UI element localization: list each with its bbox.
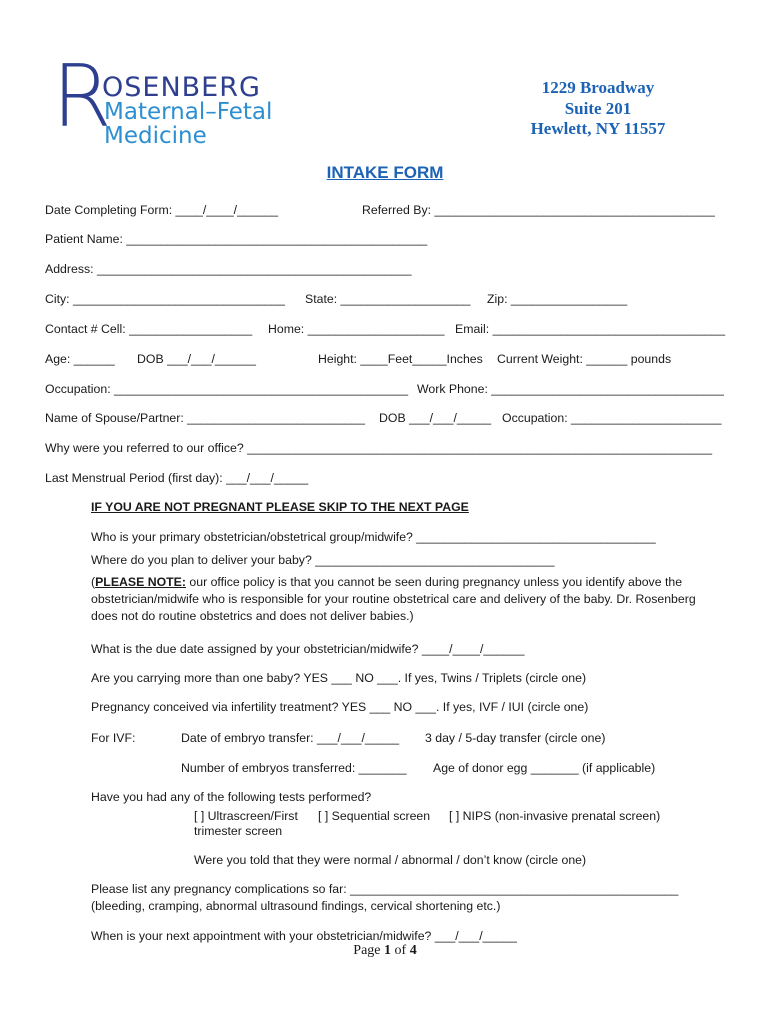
height-field[interactable]: Height: ____Feet_____Inches <box>318 352 483 366</box>
cell-phone-field[interactable]: Contact # Cell: __________________ <box>45 322 253 336</box>
embryos-transferred-field[interactable]: Number of embryos transferred: _______ <box>181 761 407 775</box>
sequential-checkbox[interactable]: [ ] Sequential screen <box>318 809 431 823</box>
spouse-dob-field[interactable]: DOB ___/___/_____ <box>379 411 492 425</box>
logo-line-3: Medicine <box>104 123 207 149</box>
occupation-field[interactable]: Occupation: ___________________________________________ <box>45 382 409 396</box>
delivery-location-field[interactable]: Where do you plan to deliver your baby? ___________________________________ <box>91 553 555 567</box>
state-field[interactable]: State: ___________________ <box>305 292 471 306</box>
donor-egg-age-field[interactable]: Age of donor egg _______ (if applicable) <box>433 761 656 775</box>
policy-note-line-3: does not do routine obstetrics and does not deliver babies.) <box>91 609 414 623</box>
ultrascreen-checkbox[interactable]: [ ] Ultrascreen/First <box>194 809 298 823</box>
address-city: Hewlett, NY 11557 <box>530 119 666 138</box>
page-number: Page 1 of 4 <box>353 943 417 958</box>
form-title: INTAKE FORM <box>326 163 444 182</box>
multiples-field[interactable]: Are you carrying more than one baby? YES ___ NO ___. If yes, Twins / Triplets (circle one) <box>91 671 587 685</box>
referred-by-field[interactable]: Referred By: _________________________________________ <box>362 203 715 217</box>
city-field[interactable]: City: _______________________________ <box>45 292 286 306</box>
embryo-transfer-date-field[interactable]: Date of embryo transfer: ___/___/_____ <box>181 731 400 745</box>
complications-field[interactable]: Please list any pregnancy complications so far: ________________________________________________ <box>91 882 679 896</box>
next-appointment-field[interactable]: When is your next appointment with your obstetrician/midwife? ___/___/_____ <box>91 929 517 943</box>
transfer-day-field[interactable]: 3 day / 5-day transfer (circle one) <box>425 731 606 745</box>
address-field[interactable]: Address: ______________________________________________ <box>45 262 412 276</box>
infertility-field[interactable]: Pregnancy conceived via infertility treatment? YES ___ NO ___. If yes, IVF / IUI (circle one) <box>91 700 589 714</box>
logo-line-2: Maternal–Fetal <box>104 99 273 125</box>
referral-reason-field[interactable]: Why were you referred to our office? ____________________________________________________________________ <box>45 441 713 455</box>
practice-logo <box>52 47 312 150</box>
address-suite: Suite 201 <box>564 98 632 118</box>
tests-result-field[interactable]: Were you told that they were normal / abnormal / don’t know (circle one) <box>194 853 587 867</box>
policy-note-line-1: (PLEASE NOTE: our office policy is that you cannot be seen during pregnancy unless you identify above the <box>91 575 683 589</box>
logo-line-1: OSENBERG <box>102 72 261 103</box>
weight-field[interactable]: Current Weight: ______ pounds <box>497 352 672 366</box>
policy-note-label: PLEASE NOTE: <box>95 575 186 589</box>
complications-hint: (bleeding, cramping, abnormal ultrasound findings, cervical shortening etc.) <box>91 899 501 913</box>
ivf-label: For IVF: <box>91 731 136 745</box>
zip-field[interactable]: Zip: _________________ <box>487 292 628 306</box>
ultrascreen-checkbox-label-2: trimester screen <box>194 824 283 838</box>
spouse-occupation-field[interactable]: Occupation: ______________________ <box>502 411 722 425</box>
logo-letter: R <box>52 47 112 147</box>
patient-name-field[interactable]: Patient Name: ____________________________________________ <box>45 232 428 246</box>
home-phone-field[interactable]: Home: ____________________ <box>268 322 445 336</box>
spouse-name-field[interactable]: Name of Spouse/Partner: __________________________ <box>45 411 365 425</box>
tests-question: Have you had any of the following tests performed? <box>91 790 372 804</box>
address-street: 1229 Broadway <box>541 78 655 97</box>
primary-ob-field[interactable]: Who is your primary obstetrician/obstetrical group/midwife? ___________________________________ <box>91 530 656 544</box>
due-date-field[interactable]: What is the due date assigned by your obstetrician/midwife? ____/____/______ <box>91 642 525 656</box>
nips-checkbox[interactable]: [ ] NIPS (non-invasive prenatal screen) <box>449 809 661 823</box>
lmp-field[interactable]: Last Menstrual Period (first day): ___/___/_____ <box>45 471 309 485</box>
policy-note-line-2: obstetrician/midwife who is responsible for your routine obstetrical care and delivery of the baby. Dr. Rosenberg <box>91 592 696 606</box>
email-field[interactable]: Email: __________________________________ <box>455 322 726 336</box>
dob-field[interactable]: DOB ___/___/______ <box>137 352 256 366</box>
practice-address <box>498 78 698 140</box>
pregnancy-section-heading: IF YOU ARE NOT PREGNANT PLEASE SKIP TO THE NEXT PAGE <box>91 500 469 514</box>
work-phone-field[interactable]: Work Phone: __________________________________ <box>417 382 724 396</box>
date-completing-field[interactable]: Date Completing Form: ____/____/______ <box>45 203 279 217</box>
age-field[interactable]: Age: ______ <box>45 352 115 366</box>
